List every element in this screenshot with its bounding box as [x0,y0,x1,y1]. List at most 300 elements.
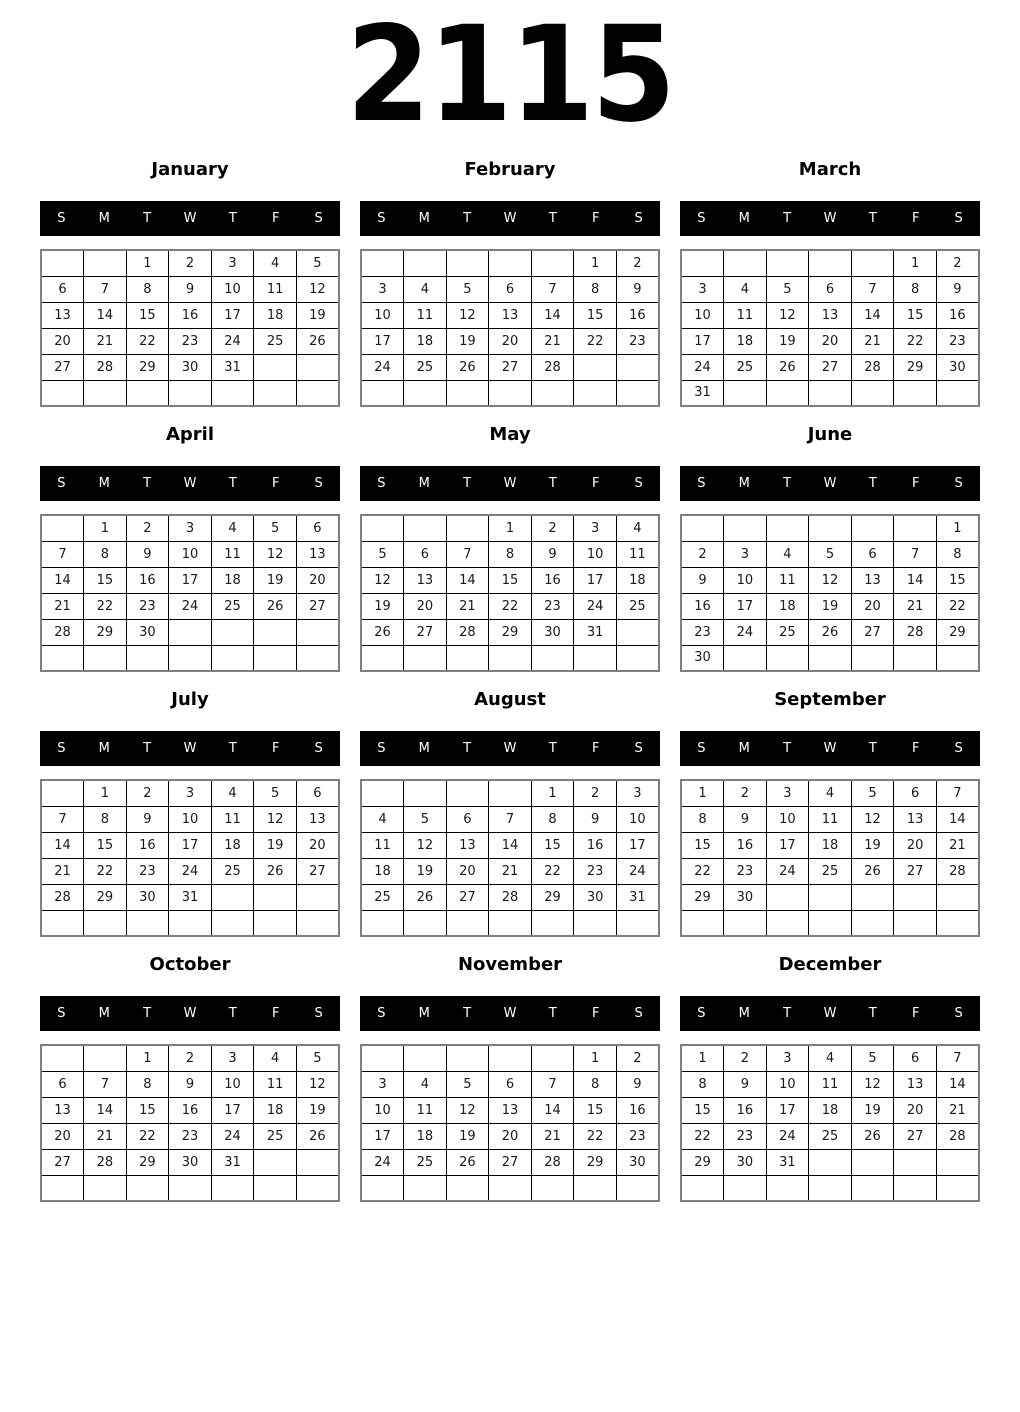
day-cell-empty [361,910,404,936]
week-row [41,276,339,302]
day-cell: 8 [681,806,724,832]
day-cell: 25 [766,619,809,645]
day-cell: 27 [894,1123,937,1149]
day-cell: 6 [41,1071,84,1097]
week-row [361,1149,659,1175]
day-cell-empty [851,515,894,541]
day-cell: 7 [936,1045,979,1071]
day-cell: 30 [126,619,169,645]
day-cell: 10 [766,806,809,832]
day-cell: 21 [531,328,574,354]
week-row [361,593,659,619]
week-row [681,832,979,858]
day-cell-empty [404,250,447,276]
week-row [41,302,339,328]
month-grid [40,249,340,407]
day-cell: 7 [84,276,127,302]
day-cell: 14 [851,302,894,328]
day-cell: 13 [489,302,532,328]
week-row [41,1097,339,1123]
weekday-label: T [463,211,472,226]
week-row [681,515,979,541]
day-cell-empty [126,1175,169,1201]
day-cell-empty [404,910,447,936]
weekday-header-row [360,466,660,501]
day-cell-empty [446,780,489,806]
day-cell-empty [851,250,894,276]
day-cell: 30 [169,354,212,380]
weekday-label: M [738,211,750,226]
month-title: August [474,689,546,710]
weekday-label: S [634,476,643,491]
day-cell-empty [681,515,724,541]
day-cell-empty [361,250,404,276]
day-cell: 26 [254,593,297,619]
day-cell-empty [41,780,84,806]
weekday-label: F [591,476,600,491]
year-title [0,0,1020,150]
weekday-label: T [868,476,877,491]
day-cell: 23 [169,1123,212,1149]
day-cell: 30 [681,645,724,671]
day-cell: 2 [574,780,617,806]
week-row [681,780,979,806]
day-cell: 3 [681,276,724,302]
weekday-label: S [377,476,386,491]
day-cell-empty [489,645,532,671]
weekday-label: M [418,1006,430,1021]
day-cell: 22 [126,328,169,354]
day-cell: 24 [681,354,724,380]
day-cell: 18 [254,1097,297,1123]
day-cell: 10 [616,806,659,832]
day-cell: 14 [41,567,84,593]
day-cell: 2 [169,250,212,276]
day-cell: 28 [851,354,894,380]
month-title: May [489,424,531,445]
day-cell: 29 [489,619,532,645]
day-cell: 29 [126,354,169,380]
weekday-header-row [680,466,980,501]
weekday-label: F [271,476,280,491]
day-cell: 14 [531,302,574,328]
day-cell: 7 [894,541,937,567]
weekday-label: M [738,741,750,756]
day-cell: 3 [361,276,404,302]
week-row [681,806,979,832]
day-cell: 10 [361,302,404,328]
day-cell-empty [616,354,659,380]
day-cell: 23 [126,858,169,884]
day-cell: 2 [169,1045,212,1071]
day-cell: 22 [894,328,937,354]
weekday-label: S [377,211,386,226]
day-cell: 28 [531,354,574,380]
day-cell: 25 [361,884,404,910]
day-cell: 31 [681,380,724,406]
weekday-label: M [98,476,110,491]
day-cell-empty [446,380,489,406]
day-cell-empty [616,380,659,406]
day-cell-empty [616,1175,659,1201]
day-cell-empty [531,250,574,276]
day-cell: 15 [936,567,979,593]
day-cell-empty [361,380,404,406]
day-cell: 27 [851,619,894,645]
day-cell: 8 [574,1071,617,1097]
day-cell: 29 [84,884,127,910]
weekday-label: W [503,741,517,756]
day-cell: 14 [936,1071,979,1097]
day-cell: 16 [936,302,979,328]
day-cell-empty [489,1045,532,1071]
day-cell: 15 [681,1097,724,1123]
day-cell-empty [169,619,212,645]
day-cell: 18 [254,302,297,328]
day-cell: 19 [446,1123,489,1149]
day-cell: 13 [446,832,489,858]
day-cell: 4 [254,250,297,276]
day-cell: 12 [254,541,297,567]
day-cell: 22 [531,858,574,884]
weekday-label: T [228,211,237,226]
month-title: March [798,159,862,180]
day-cell: 17 [169,832,212,858]
day-cell-empty [936,1149,979,1175]
month-march [680,150,980,407]
week-row [681,302,979,328]
day-cell: 29 [681,1149,724,1175]
day-cell-empty [766,884,809,910]
day-cell-empty [851,380,894,406]
day-cell: 15 [489,567,532,593]
day-cell: 11 [211,541,254,567]
day-cell-empty [126,910,169,936]
month-october [40,945,340,1202]
weekday-label: T [463,741,472,756]
day-cell: 13 [809,302,852,328]
day-cell: 18 [766,593,809,619]
day-cell-empty [296,1149,339,1175]
day-cell-empty [809,250,852,276]
month-title: January [151,159,229,180]
day-cell: 16 [126,832,169,858]
day-cell-empty [766,910,809,936]
day-cell-empty [489,780,532,806]
day-cell: 25 [616,593,659,619]
day-cell: 27 [489,354,532,380]
day-cell-empty [41,1175,84,1201]
month-grid [680,514,980,672]
day-cell-empty [894,1149,937,1175]
day-cell: 28 [531,1149,574,1175]
day-cell: 13 [489,1097,532,1123]
day-cell: 15 [531,832,574,858]
day-cell: 31 [616,884,659,910]
day-cell: 11 [404,302,447,328]
day-cell: 9 [126,541,169,567]
weekday-label: M [418,211,430,226]
day-cell: 20 [404,593,447,619]
weekday-label: W [823,211,837,226]
day-cell: 3 [724,541,767,567]
day-cell: 20 [851,593,894,619]
weekday-label: W [823,741,837,756]
day-cell: 12 [851,806,894,832]
day-cell-empty [851,910,894,936]
weekday-label: T [548,741,557,756]
day-cell: 9 [681,567,724,593]
weekday-label: M [418,741,430,756]
day-cell: 2 [616,1045,659,1071]
day-cell-empty [211,1175,254,1201]
day-cell: 7 [41,541,84,567]
day-cell-empty [41,645,84,671]
day-cell: 11 [616,541,659,567]
week-row [41,541,339,567]
day-cell: 19 [254,567,297,593]
day-cell-empty [296,645,339,671]
day-cell: 3 [766,780,809,806]
day-cell: 6 [489,1071,532,1097]
day-cell-empty [724,250,767,276]
day-cell: 7 [41,806,84,832]
day-cell: 24 [361,1149,404,1175]
day-cell: 14 [894,567,937,593]
week-row [41,567,339,593]
weekday-label: F [271,211,280,226]
day-cell: 3 [574,515,617,541]
day-cell-empty [41,515,84,541]
weekday-label: F [911,741,920,756]
weekday-label: S [697,1006,706,1021]
month-title: October [149,954,231,975]
day-cell-empty [809,645,852,671]
day-cell: 11 [404,1097,447,1123]
day-cell: 29 [936,619,979,645]
day-cell: 29 [531,884,574,910]
month-title: November [457,954,563,975]
day-cell: 2 [724,780,767,806]
day-cell: 28 [41,619,84,645]
day-cell: 15 [574,1097,617,1123]
day-cell: 1 [126,250,169,276]
day-cell: 8 [936,541,979,567]
day-cell-empty [254,1175,297,1201]
day-cell: 25 [211,858,254,884]
day-cell-empty [936,1175,979,1201]
day-cell-empty [404,780,447,806]
day-cell: 19 [296,302,339,328]
day-cell: 11 [361,832,404,858]
day-cell: 14 [531,1097,574,1123]
weekday-label: S [954,1006,963,1021]
day-cell-empty [489,910,532,936]
month-grid [40,1044,340,1202]
day-cell: 10 [574,541,617,567]
day-cell: 21 [41,593,84,619]
week-row [681,380,979,406]
day-cell: 12 [296,276,339,302]
day-cell: 16 [616,302,659,328]
day-cell: 8 [489,541,532,567]
week-row [361,910,659,936]
day-cell-empty [936,380,979,406]
day-cell-empty [851,1149,894,1175]
week-row [41,832,339,858]
weekday-label: T [548,476,557,491]
day-cell: 28 [936,858,979,884]
day-cell-empty [41,380,84,406]
day-cell: 23 [724,1123,767,1149]
day-cell: 24 [361,354,404,380]
day-cell: 19 [851,832,894,858]
day-cell: 23 [681,619,724,645]
month-december [680,945,980,1202]
weekday-header-row [40,201,340,236]
day-cell: 18 [211,567,254,593]
day-cell: 22 [681,1123,724,1149]
weekday-label: T [143,476,152,491]
day-cell: 16 [126,567,169,593]
day-cell: 17 [574,567,617,593]
day-cell: 12 [361,567,404,593]
day-cell: 11 [766,567,809,593]
day-cell: 17 [724,593,767,619]
day-cell: 1 [84,515,127,541]
day-cell: 20 [446,858,489,884]
day-cell: 30 [724,884,767,910]
week-row [41,515,339,541]
day-cell: 10 [211,1071,254,1097]
day-cell-empty [404,1175,447,1201]
week-row [361,276,659,302]
week-row [41,250,339,276]
month-grid [360,779,660,937]
weekday-label: F [591,741,600,756]
day-cell: 29 [126,1149,169,1175]
day-cell: 9 [724,1071,767,1097]
week-row [681,884,979,910]
day-cell-empty [126,380,169,406]
day-cell: 18 [724,328,767,354]
weekday-label: T [868,741,877,756]
day-cell-empty [84,910,127,936]
week-row [361,1123,659,1149]
week-row [361,1071,659,1097]
week-row [361,515,659,541]
day-cell-empty [254,884,297,910]
day-cell: 3 [361,1071,404,1097]
day-cell: 20 [296,567,339,593]
month-title: December [778,954,882,975]
weekday-label: F [271,741,280,756]
day-cell: 1 [574,250,617,276]
day-cell-empty [809,884,852,910]
day-cell: 15 [126,302,169,328]
day-cell-empty [724,645,767,671]
week-row [41,593,339,619]
weekday-label: S [314,211,323,226]
day-cell: 22 [84,858,127,884]
day-cell: 5 [254,515,297,541]
day-cell: 19 [296,1097,339,1123]
month-february [360,150,660,407]
day-cell: 6 [296,515,339,541]
day-cell: 11 [211,806,254,832]
day-cell-empty [851,884,894,910]
day-cell: 27 [41,1149,84,1175]
day-cell: 12 [404,832,447,858]
day-cell: 27 [809,354,852,380]
weekday-label: M [98,1006,110,1021]
week-row [361,832,659,858]
day-cell-empty [489,1175,532,1201]
weekday-label: M [98,741,110,756]
day-cell: 16 [616,1097,659,1123]
week-row [681,1175,979,1201]
day-cell: 1 [126,1045,169,1071]
day-cell-empty [254,354,297,380]
day-cell-empty [41,250,84,276]
day-cell: 27 [489,1149,532,1175]
day-cell: 23 [936,328,979,354]
day-cell: 14 [936,806,979,832]
day-cell: 14 [84,1097,127,1123]
day-cell-empty [404,515,447,541]
day-cell: 31 [574,619,617,645]
day-cell: 5 [361,541,404,567]
day-cell-empty [851,1175,894,1201]
day-cell: 5 [254,780,297,806]
day-cell: 4 [766,541,809,567]
weekday-label: S [314,476,323,491]
weekday-header-row [680,996,980,1031]
day-cell: 15 [681,832,724,858]
day-cell: 4 [809,1045,852,1071]
day-cell: 27 [894,858,937,884]
week-row [681,910,979,936]
day-cell: 9 [616,276,659,302]
day-cell: 9 [724,806,767,832]
day-cell: 22 [489,593,532,619]
weekday-label: S [954,211,963,226]
day-cell: 17 [681,328,724,354]
day-cell-empty [41,910,84,936]
day-cell: 17 [766,1097,809,1123]
weekday-header-row [360,201,660,236]
week-row [681,858,979,884]
week-row [361,567,659,593]
day-cell: 22 [126,1123,169,1149]
day-cell: 18 [809,832,852,858]
day-cell-empty [724,380,767,406]
month-title: July [171,689,209,710]
day-cell-empty [296,619,339,645]
day-cell-empty [446,1175,489,1201]
weekday-header-row [360,731,660,766]
day-cell: 4 [361,806,404,832]
day-cell: 29 [574,1149,617,1175]
day-cell: 12 [254,806,297,832]
day-cell-empty [766,250,809,276]
day-cell: 4 [254,1045,297,1071]
month-title: February [464,159,556,180]
day-cell: 5 [296,250,339,276]
week-row [361,302,659,328]
day-cell: 12 [446,302,489,328]
day-cell: 22 [936,593,979,619]
